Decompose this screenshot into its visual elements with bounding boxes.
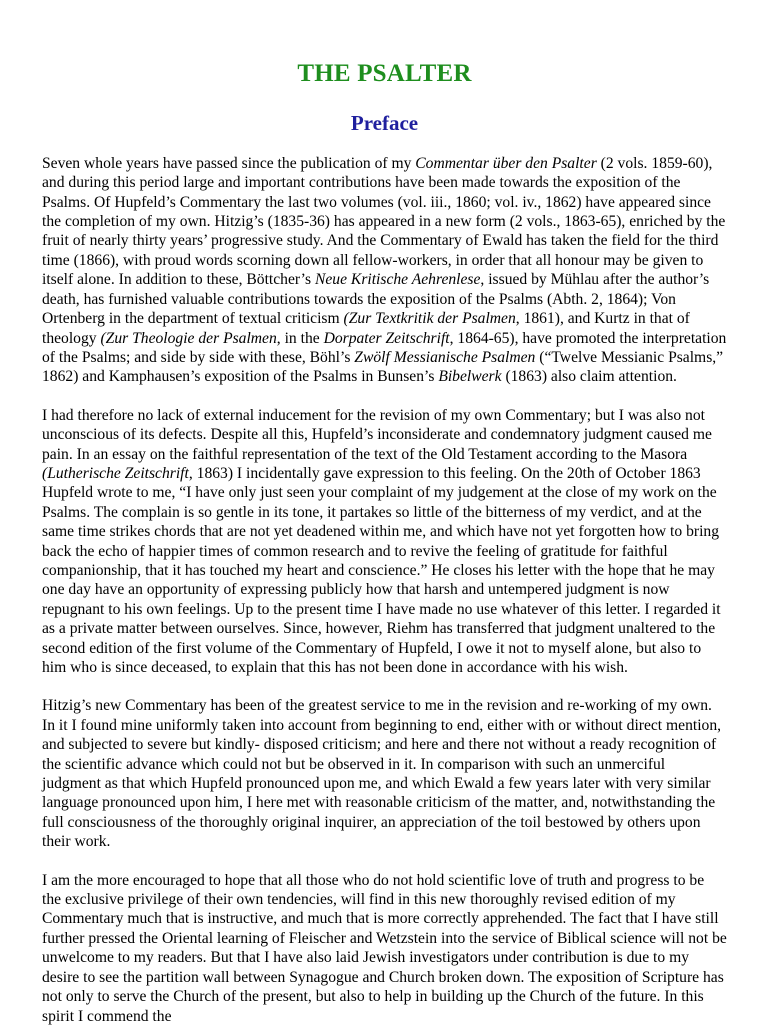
italic-run: (Zur Textkritik der Psalmen [343, 310, 516, 328]
text-run: I had therefore no lack of external inducement for the revision of my own Commentary; but I was also not unconscious of its defects. Despite all this, Hupfeld’s inconsiderate and condemnatory judgment caused me pain. In an essay on the faithful representation of the text of the Old Testament according to the Masora [42, 406, 712, 463]
text-run: , 1861), and Kurtz in that of theology [42, 310, 690, 347]
text-run: (2 vols. 1859-60), and during this period large and important contributions have been made towards the exposition of the Psalms. Of Hupfeld’s Commentary the last two volumes (vol. iii., 1860; vol. iv., 1862) have appeared since the completion of my own. Hitzig’s (1835-36) has appeared in a new form (2 vols., 1863-65), enriched by the fruit of nearly thirty years’ progressive study. And the Commentary of Ewald has taken the field for the third time (1866), with proud words scorning down all fellow-workers, in order that all honour may be given to itself alone. In addition to these, Böttcher’s [42, 154, 726, 289]
text-run: (1863) also claim attention. [501, 368, 677, 386]
document-body [42, 154, 727, 1026]
italic-run: Bibelwerk [438, 368, 502, 386]
italic-run: Zwölf Messianische Psalmen [354, 348, 536, 366]
paragraph [42, 871, 727, 1026]
text-run: Hitzig’s new Commentary has been of the greatest service to me in the revision and re-working of my own. In it I found mine uniformly taken into account from beginning to end, either with or without direct mention, and subjected to severe but kindly- disposed criticism; and here and there not without a ready recognition of the scientific advance which could not but be observed in it. In comparison with such an unmerciful judgment as that which Hupfeld pronounced upon me, and which Ewald a few years later with very similar language pronounced upon him, I here met with reasonable criticism of the matter, and, notwithstanding the full consciousness of the thoroughly original inquirer, an appreciation of the toil bestowed by others upon their work. [42, 697, 722, 851]
text-run: , 1863) I incidentally gave expression to this feeling. On the 20th of October 1863 Hupfeld wrote to me, “I have only just seen your complaint of my judgement at the close of my work on the Psalms. The complain is so gentle in its tone, it partakes so little of the bitterness of my verdict, and at the same time strikes chords that are not yet deadened within me, and which have not yet forgotten how to bring back the echo of happier times of common research and to revive the feeling of gratitude for faithful companionship, that it has touched my heart and conscience.” He closes his letter with the hope that he may one day have an opportunity of expressing publicly how that harsh and untempered judgment is now repugnant to his own feelings. Up to the present time I have made no use whatever of this letter. I regarded it as a private matter between ourselves. Since, however, Riehm has transferred that judgment unaltered to the second edition of the first volume of the Commentary of Hupfeld, I owe it not to myself alone, but also to him who is since deceased, to explain that this has not been done in accordance with his wish. [42, 464, 721, 676]
paragraph [42, 696, 727, 851]
preface-heading: Preface [350, 110, 419, 135]
italic-run: Commentar über den Psalter [415, 154, 597, 172]
italic-run: (Lutherische Zeitschrift [42, 464, 189, 482]
document-title: THE PSALTER [297, 60, 472, 87]
italic-run: Neue Kritische Aehrenlese [314, 271, 481, 289]
italic-run: Dorpater Zeitschrift [323, 329, 450, 347]
text-run: I am the more encouraged to hope that all those who do not hold scientific love of truth and progress to be the exclusive privilege of their own tendencies, will find in this new thoroughly revised edition of my Commentary much that is instructive, and much that is more correctly apprehended. The fact that I have still further pressed the Oriental learning of Fleischer and Wetzstein into the service of Biblical science will not be unwelcome to my readers. But that I have also laid Jewish investigators under contribution is due to my desire to see the partition wall between Synagogue and Church broken down. The exposition of Scripture has not only to serve the Church of the present, but also to help in building up the Church of the future. In this spirit I commend the [42, 871, 727, 1025]
text-run: , issued by Mühlau after the author’s death, has furnished valuable contributions towards the exposition of the Psalms (Abth. 2, 1864); Von Ortenberg in the department of textual criticism [42, 271, 710, 328]
paragraph [42, 154, 727, 387]
text-run: , 1864-65), have promoted the interpretation of the Psalms; and side by side with these, Böhl’s [42, 329, 727, 366]
text-run: , in the [276, 329, 324, 347]
italic-run: (Zur Theologie der Psalmen [100, 329, 277, 347]
text-run: (“Twelve Messianic Psalms,” 1862) and Kamphausen’s exposition of the Psalms in Bunsen’s [42, 348, 724, 386]
paragraph [42, 406, 727, 678]
text-run: Seven whole years have passed since the publication of my [42, 154, 416, 172]
